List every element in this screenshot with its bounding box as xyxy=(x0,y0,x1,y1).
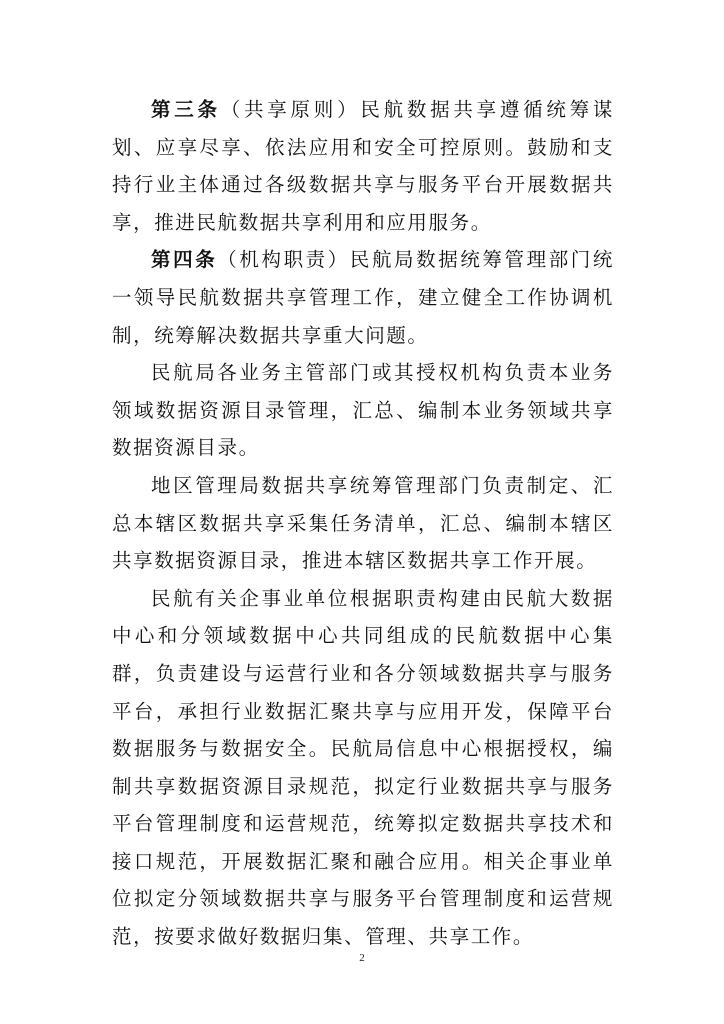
paragraph-text: 地区管理局数据共享统筹管理部门负责制定、汇总本辖区数据共享采集任务清单，汇总、编制本辖区共享数据资源目录，推进本辖区数据共享工作开展。 xyxy=(112,473,614,573)
document-body xyxy=(112,91,614,956)
paragraph-enterprises xyxy=(112,580,614,956)
paragraph-text: （共享原则）民航数据共享遵循统筹谋划、应享尽享、依法应用和安全可控原则。鼓励和支持行业主体通过各级数据共享与服务平台开展数据共享，推进民航数据共享利用和应用服务。 xyxy=(112,98,614,234)
paragraph-text: 民航局各业务主管部门或其授权机构负责本业务领域数据资源目录管理，汇总、编制本业务领域共享数据资源目录。 xyxy=(112,361,614,460)
paragraph-text: （机构职责）民航局数据统筹管理部门统一领导民航数据共享管理工作，建立健全工作协调机制，统筹解决数据共享重大问题。 xyxy=(112,248,614,347)
paragraph-article-4 xyxy=(112,241,614,354)
page-number: 2 xyxy=(359,952,365,964)
paragraph-article-3 xyxy=(112,91,614,241)
paragraph-bureau-departments xyxy=(112,354,614,467)
paragraph-regional-bureaus xyxy=(112,467,614,580)
article-heading: 第三条 xyxy=(151,98,221,121)
article-heading: 第四条 xyxy=(151,248,218,272)
paragraph-text: 民航有关企事业单位根据职责构建由民航大数据中心和分领域数据中心共同组成的民航数据中心集群，负责建设与运营行业和各分领域数据共享与服务平台，承担行业数据汇聚共享与应用开发，保障平台数据服务与数据安全。民航局信息中心根据授权，编制共享数据资源目录规范，拟定行业数据共享与服务平台管理制度和运营规范，统筹拟定数据共享技术和接口规范，开展数据汇聚和融合应用。相关企事业单位拟定分领域数据共享与服务平台管理制度和运营规范，按要求做好数据归集、管理、共享工作。 xyxy=(112,586,614,949)
